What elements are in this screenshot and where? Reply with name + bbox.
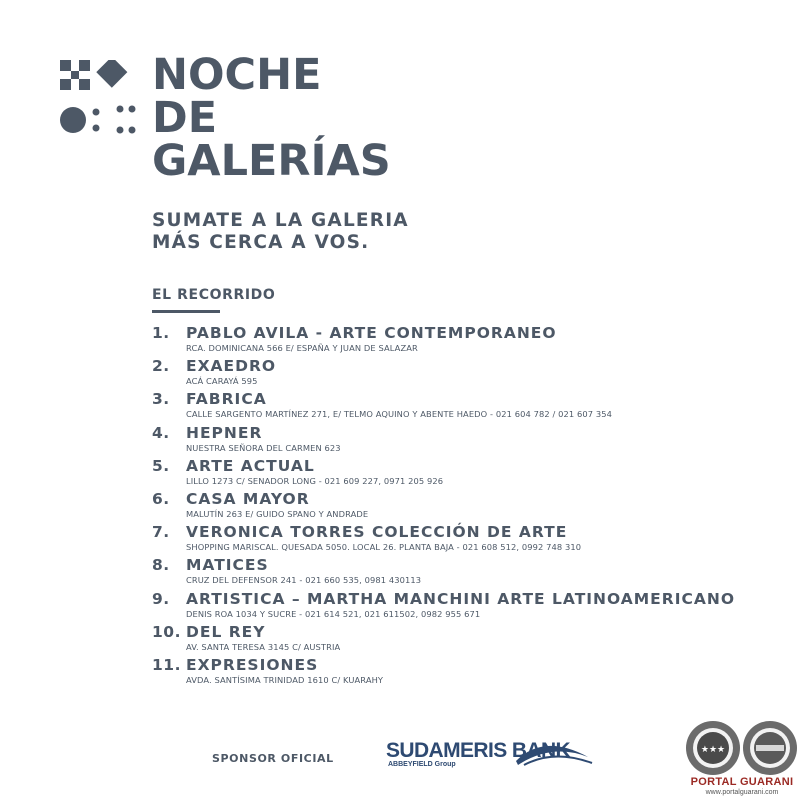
gallery-item (152, 456, 792, 489)
gallery-item (152, 522, 792, 555)
gallery-item (152, 589, 792, 622)
route-heading: EL RECORRIDO (152, 287, 276, 303)
gallery-item-number: 6. (152, 489, 170, 508)
gallery-item (152, 489, 792, 522)
gallery-item-number: 2. (152, 357, 170, 376)
title-line-3: GALERÍAS (152, 136, 391, 186)
gallery-item (152, 356, 792, 389)
tagline-line-2: MÁS CERCA A VOS. (152, 232, 370, 253)
gallery-item-number: 11. (152, 655, 181, 674)
gallery-item-name: CASA MAYOR (186, 489, 310, 508)
gallery-item-number: 5. (152, 456, 170, 475)
gallery-item (152, 622, 792, 655)
gallery-item-address: CALLE SARGENTO MARTÍNEZ 271, E/ TELMO AQUINO Y ABENTE HAEDO - 021 604 782 / 021 607 354 (186, 409, 612, 420)
gallery-item-name: MATICES (186, 556, 269, 575)
title-line-1: NOCHE (152, 50, 322, 100)
gallery-item-name: EXAEDRO (186, 357, 277, 376)
gallery-item-address: MALUTÍN 263 E/ GUIDO SPANO Y ANDRADE (186, 508, 369, 519)
gallery-item-name: ARTE ACTUAL (186, 456, 315, 475)
gallery-item-address: LILLO 1273 C/ SENADOR LONG - 021 609 227, 0971 205 926 (186, 475, 444, 486)
gallery-item (152, 323, 792, 356)
gallery-item-address: RCA. DOMINICANA 566 E/ ESPAÑA Y JUAN DE SALAZAR (186, 343, 418, 353)
gallery-item-address: DENIS ROA 1034 Y SUCRE - 021 614 521, 021 611502, 0982 955 671 (186, 608, 481, 619)
sponsor-bank-logo (386, 739, 590, 775)
gallery-item-name: VERONICA TORRES COLECCIÓN DE ARTE (186, 523, 568, 542)
gallery-item-address: AV. SANTA TERESA 3145 C/ AUSTRIA (186, 641, 341, 652)
gallery-item-address: ACÁ CARAYÁ 595 (186, 376, 258, 387)
portal-guarani-seals-icon (684, 719, 800, 777)
gallery-item-name: EXPRESIONES (186, 655, 319, 674)
dots-square-diamond-logo-icon (60, 60, 140, 140)
gallery-item-number: 9. (152, 589, 170, 608)
sponsor-label: SPONSOR OFICIAL (212, 752, 334, 765)
gallery-item-number: 1. (152, 324, 170, 342)
watermark-name: PORTAL GUARANI (690, 776, 794, 788)
gallery-item-number: 10. (152, 622, 181, 641)
gallery-item-number: 3. (152, 390, 170, 409)
gallery-item (152, 555, 792, 588)
gallery-list (152, 323, 792, 688)
gallery-item-name: FABRICA (186, 390, 267, 409)
route-heading-underline (152, 310, 220, 313)
gallery-item (152, 423, 792, 456)
bank-name: SUDAMERIS BANK (386, 739, 571, 762)
gallery-item (152, 655, 792, 688)
gallery-item-name: DEL REY (186, 622, 266, 641)
gallery-item-address: NUESTRA SEÑORA DEL CARMEN 623 (186, 442, 341, 453)
event-title (152, 50, 391, 186)
gallery-item-address: CRUZ DEL DEFENSOR 241 - 021 660 535, 0981 430113 (186, 575, 422, 586)
watermark-url: www.portalguarani.com (705, 789, 779, 796)
tagline (152, 210, 409, 254)
bank-group: ABBEYFIELD Group (388, 761, 456, 768)
title-line-2: DE (152, 93, 218, 143)
gallery-item-name: PABLO AVILA - ARTE CONTEMPORANEO (186, 324, 557, 342)
svg-text:★★★: ★★★ (700, 745, 726, 755)
gallery-item-number: 8. (152, 556, 170, 575)
bank-swoosh-icon (514, 739, 594, 769)
gallery-item (152, 389, 792, 422)
gallery-item-address: AVDA. SANTÍSIMA TRINIDAD 1610 C/ KUARAHY (186, 674, 384, 685)
gallery-item-name: ARTISTICA – MARTHA MANCHINI ARTE LATINOAMERICANO (186, 589, 735, 608)
gallery-item-number: 4. (152, 423, 170, 442)
gallery-item-address: SHOPPING MARISCAL. QUESADA 5050. LOCAL 26. PLANTA BAJA - 021 608 512, 0992 748 310 (186, 542, 582, 553)
gallery-item-number: 7. (152, 523, 170, 542)
tagline-line-1: SUMATE A LA GALERIA (152, 210, 409, 231)
gallery-item-name: HEPNER (186, 423, 263, 442)
